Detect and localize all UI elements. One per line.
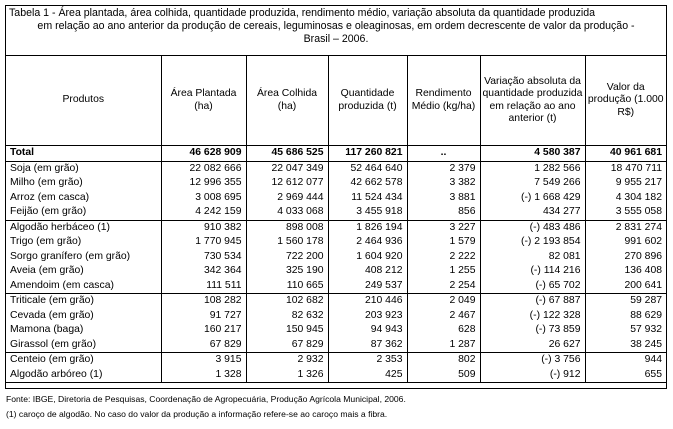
- cell: 9 955 217: [585, 176, 666, 191]
- table-row: [6, 191, 666, 206]
- table-title: [6, 6, 666, 54]
- table-row: [6, 309, 666, 324]
- product-name: Aveia (em grão): [10, 265, 84, 276]
- footer-note: (1) caroço de algodão. No caso do valor da produção a informação refere-se ao caroço mais a fibra.: [6, 409, 388, 419]
- cell: 270 896: [585, 250, 666, 265]
- footer-source: Fonte: IBGE, Diretoria de Pesquisas, Coordenação de Agropecuária, Produção Agrícola Municipal, 2006.: [6, 394, 406, 404]
- cell: 425: [328, 368, 407, 383]
- cell: 22 047 349: [246, 161, 328, 176]
- table-row: [6, 294, 666, 309]
- cell: (-) 114 216: [480, 264, 585, 279]
- cell: 22 082 666: [161, 161, 246, 176]
- cell: 628: [407, 323, 480, 338]
- cell: 4 304 182: [585, 191, 666, 206]
- cell: 82 081: [480, 250, 585, 265]
- cell: 1 282 566: [480, 161, 585, 176]
- cell: 160 217: [161, 323, 246, 338]
- cell: 7 549 266: [480, 176, 585, 191]
- cell: 87 362: [328, 338, 407, 353]
- table-row: [6, 205, 666, 220]
- product-name: Algodão herbáceo (1): [6, 220, 161, 235]
- cell: 1 328: [161, 368, 246, 383]
- cell: 57 932: [585, 323, 666, 338]
- header-row: [6, 56, 666, 146]
- cell: 3 881: [407, 191, 480, 206]
- product-name: Cevada (em grão): [10, 309, 94, 321]
- table-row: [6, 338, 666, 353]
- total-row: [6, 146, 666, 162]
- product-name: Algodão arbóreo (1): [6, 368, 161, 383]
- cell: 67 829: [161, 338, 246, 353]
- cell: 722 200: [246, 250, 328, 265]
- cell: (-) 912: [480, 368, 585, 383]
- cell: 42 662 578: [328, 176, 407, 191]
- cell: 136 408: [585, 264, 666, 279]
- product-name: Sorgo granífero (em grão): [10, 250, 131, 262]
- col-header-quantidade: Quantidade produzida (t): [328, 56, 407, 146]
- cell: 3 382: [407, 176, 480, 191]
- cell: 2 379: [407, 161, 480, 176]
- cell: 52 464 640: [328, 161, 407, 176]
- cell: (-) 65 702: [480, 279, 585, 294]
- cell: 3 455 918: [328, 205, 407, 220]
- cell: 2 353: [328, 353, 407, 368]
- cell: 910 382: [161, 220, 246, 235]
- cell: 944: [585, 353, 666, 368]
- cell: 110 665: [246, 279, 328, 294]
- cell: 2 222: [407, 250, 480, 265]
- cell: (-) 122 328: [480, 309, 585, 324]
- cell: 210 446: [328, 294, 407, 309]
- cell: 18 470 711: [585, 161, 666, 176]
- cell: 12 996 355: [161, 176, 246, 191]
- table-row: [6, 323, 666, 338]
- cell: 1 826 194: [328, 220, 407, 235]
- cell: ..: [407, 146, 480, 162]
- cell: (-) 1 668 429: [480, 191, 585, 206]
- col-header-area-plantada: Área Plantada (ha): [161, 56, 246, 146]
- cell: 1 604 920: [328, 250, 407, 265]
- col-header-valor: Valor da produção (1.000 R$): [585, 56, 666, 146]
- table-row: [6, 161, 666, 176]
- cell: 655: [585, 368, 666, 383]
- cell: 1 255: [407, 264, 480, 279]
- cell: 342 364: [161, 264, 246, 279]
- table-row: [6, 235, 666, 250]
- cell: 40 961 681: [585, 146, 666, 162]
- cell: 802: [407, 353, 480, 368]
- cell: 434 277: [480, 205, 585, 220]
- product-name: Triticale (em grão): [6, 294, 161, 309]
- cell: 11 524 434: [328, 191, 407, 206]
- cell: 3 555 058: [585, 205, 666, 220]
- cell: 45 686 525: [246, 146, 328, 162]
- cell: 2 464 936: [328, 235, 407, 250]
- cell: 1 326: [246, 368, 328, 383]
- cell: 1 560 178: [246, 235, 328, 250]
- cell: 12 612 077: [246, 176, 328, 191]
- cell: 67 829: [246, 338, 328, 353]
- cell: (-) 73 859: [480, 323, 585, 338]
- cell: 898 008: [246, 220, 328, 235]
- cell: 3 915: [161, 353, 246, 368]
- cell: 408 212: [328, 264, 407, 279]
- cell: 117 260 821: [328, 146, 407, 162]
- cell: 2 254: [407, 279, 480, 294]
- col-header-produtos: Produtos: [6, 56, 161, 146]
- table-row: [6, 220, 666, 235]
- cell: 3 227: [407, 220, 480, 235]
- cell: 203 923: [328, 309, 407, 324]
- product-name: Mamona (baga): [10, 324, 84, 335]
- cell: 2 969 444: [246, 191, 328, 206]
- cell: (-) 483 486: [480, 220, 585, 235]
- col-header-area-colhida: Área Colhida (ha): [246, 56, 328, 146]
- cell: 4 580 387: [480, 146, 585, 162]
- cell: 26 627: [480, 338, 585, 353]
- col-header-rendimento: Rendimento Médio (kg/ha): [407, 56, 480, 146]
- product-name: Feijão (em grão): [10, 206, 87, 217]
- cell: 2 932: [246, 353, 328, 368]
- product-name: Centeio (em grão): [6, 353, 161, 368]
- cell: (-) 2 193 854: [480, 235, 585, 250]
- cell: 1 770 945: [161, 235, 246, 250]
- cell: 4 033 068: [246, 205, 328, 220]
- cell: 4 242 159: [161, 205, 246, 220]
- cell: 325 190: [246, 264, 328, 279]
- product-name: Girassol (em grão): [10, 338, 97, 350]
- cell: 94 943: [328, 323, 407, 338]
- table-frame: [5, 5, 667, 389]
- cell: (-) 3 756: [480, 353, 585, 368]
- cell: 2 467: [407, 309, 480, 324]
- cell: 1 287: [407, 338, 480, 353]
- cell: 730 534: [161, 250, 246, 265]
- cell: 88 629: [585, 309, 666, 324]
- cell: (-) 67 887: [480, 294, 585, 309]
- cell: 82 632: [246, 309, 328, 324]
- cell: 509: [407, 368, 480, 383]
- cell: Total: [6, 146, 161, 162]
- product-name: Milho (em grão): [10, 177, 83, 188]
- product-name: Arroz (em casca): [10, 191, 90, 203]
- table-row: [6, 264, 666, 279]
- table-row: [6, 176, 666, 191]
- table-row: [6, 353, 666, 368]
- title-line-2: em relação ao ano anterior da produção de cereais, leguminosas e oleaginosas, em ordem decrescente de valor da produção -: [37, 20, 635, 32]
- col-header-variacao: Variação absoluta da quantidade produzida em relação ao ano anterior (t): [480, 56, 585, 146]
- cell: 111 511: [161, 279, 246, 294]
- table-row: [6, 279, 666, 294]
- cell: 3 008 695: [161, 191, 246, 206]
- product-name: Soja (em grão): [10, 162, 79, 174]
- cell: 856: [407, 205, 480, 220]
- data-table: [6, 55, 666, 383]
- cell: 59 287: [585, 294, 666, 309]
- cell: 38 245: [585, 338, 666, 353]
- cell: 991 602: [585, 235, 666, 250]
- cell: 2 049: [407, 294, 480, 309]
- title-line-1: Tabela 1 - Área plantada, área colhida, quantidade produzida, rendimento médio, variação absoluta da quantidade produzida: [9, 7, 596, 19]
- title-line-3: Brasil – 2006.: [303, 33, 369, 45]
- cell: 200 641: [585, 279, 666, 294]
- product-name: Trigo (em grão): [10, 236, 82, 247]
- product-name: Amendoim (em casca): [10, 279, 114, 291]
- cell: 249 537: [328, 279, 407, 294]
- cell: 108 282: [161, 294, 246, 309]
- cell: 46 628 909: [161, 146, 246, 162]
- cell: 1 579: [407, 235, 480, 250]
- cell: 150 945: [246, 323, 328, 338]
- cell: 102 682: [246, 294, 328, 309]
- table-row: [6, 250, 666, 265]
- table-row: [6, 368, 666, 383]
- cell: 2 831 274: [585, 220, 666, 235]
- cell: 91 727: [161, 309, 246, 324]
